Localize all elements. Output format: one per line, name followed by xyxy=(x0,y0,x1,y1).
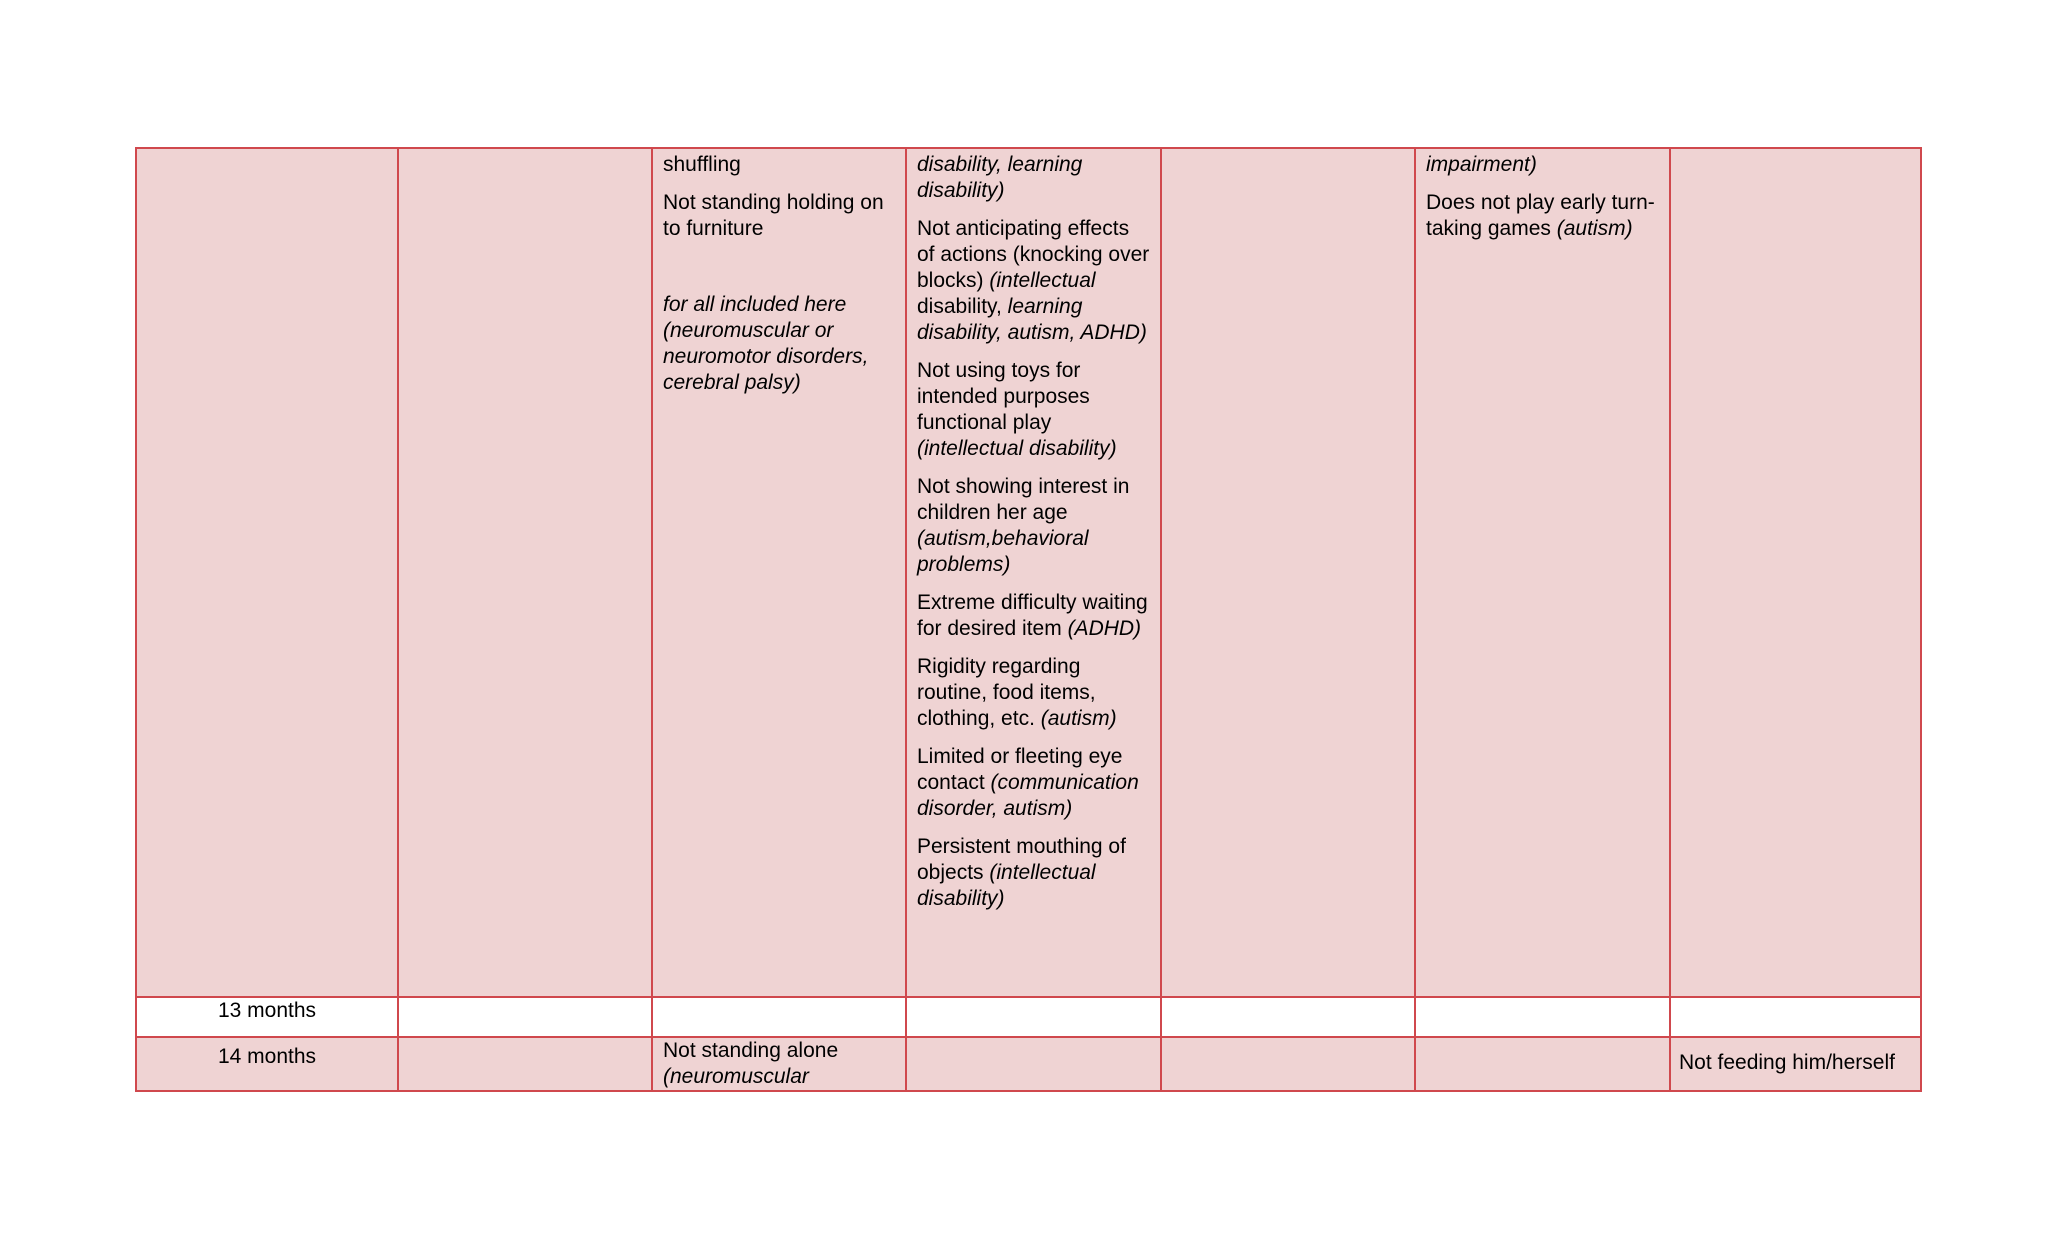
age-cell xyxy=(136,148,398,997)
table-row xyxy=(136,997,1921,1037)
table-cell xyxy=(1161,997,1415,1037)
table-cell xyxy=(906,1037,1161,1091)
table-cell xyxy=(652,148,906,997)
cell-entry: Persistent mouthing of objects (intellectual disability) xyxy=(917,835,1126,910)
milestone-table xyxy=(135,147,1922,1092)
cell-entry: disability, learning disability) xyxy=(917,153,1083,202)
table-cell xyxy=(906,997,1161,1037)
cell-entry: impairment) xyxy=(1426,153,1537,176)
cell-entry: for all included here (neuromuscular or neuromotor disorders, cerebral palsy) xyxy=(663,293,869,394)
table-cell xyxy=(1415,148,1670,997)
age-cell: 14 months xyxy=(136,1037,398,1091)
table-cell xyxy=(398,1037,652,1091)
cell-entry: shuffling xyxy=(663,153,741,176)
table-row xyxy=(136,148,1921,997)
cell-entry: Not feeding him/herself xyxy=(1679,1051,1895,1074)
table-cell xyxy=(906,148,1161,997)
cell-entry: Rigidity regarding routine, food items, clothing, etc. (autism) xyxy=(917,655,1117,730)
cell-entry: Not anticipating effects of actions (knocking over blocks) (intellectual disability, learning disability, autism, ADHD) xyxy=(917,217,1150,344)
cell-entry: Limited or fleeting eye contact (communication disorder, autism) xyxy=(917,745,1139,820)
cell-entry: Does not play early turn-taking games (autism) xyxy=(1426,191,1655,240)
table-cell xyxy=(1670,1037,1921,1091)
table-cell xyxy=(398,997,652,1037)
cell-entry: Not showing interest in children her age (autism,behavioral problems) xyxy=(917,475,1130,576)
table-cell xyxy=(1161,1037,1415,1091)
table-cell xyxy=(1415,1037,1670,1091)
cell-entry: Extreme difficulty waiting for desired item (ADHD) xyxy=(917,591,1148,640)
table-cell xyxy=(1670,997,1921,1037)
table-cell xyxy=(1415,997,1670,1037)
table-cell xyxy=(1670,148,1921,997)
table-cell xyxy=(652,997,906,1037)
table-cell xyxy=(652,1037,906,1091)
table-row xyxy=(136,1037,1921,1091)
table-cell xyxy=(398,148,652,997)
cell-entry: Not standing alone (neuromuscular xyxy=(663,1039,839,1088)
cell-entry: Not using toys for intended purposes functional play (intellectual disability) xyxy=(917,359,1117,460)
table-cell xyxy=(1161,148,1415,997)
cell-entry: Not standing holding on to furniture xyxy=(663,191,884,240)
age-cell: 13 months xyxy=(136,997,398,1037)
